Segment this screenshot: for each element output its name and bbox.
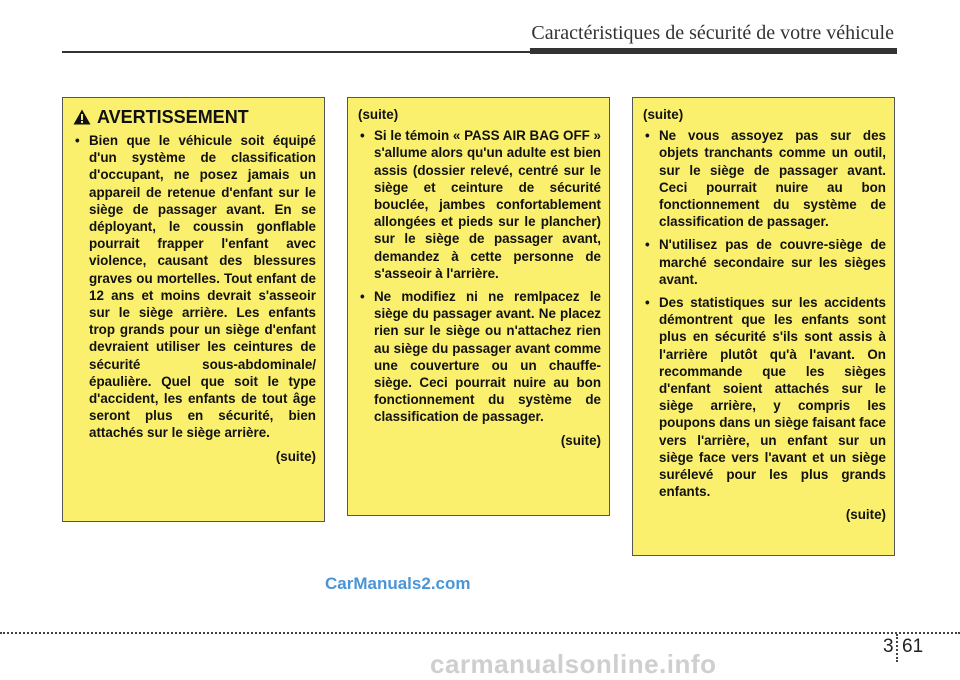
continued-label: (suite) xyxy=(643,107,684,122)
continued-label: (suite) xyxy=(358,107,399,122)
warning-box-continued-2 xyxy=(632,97,895,556)
warning-triangle-icon xyxy=(73,109,91,125)
warning-list xyxy=(358,127,601,425)
list-item: • Bien que le véhicule soit équipé d'un système de classification d'occupant, ne posez jamais un appareil de retenue d'enfant sur le siège de passager avant. En se déployant, le coussin gonflable pourrait frapper l'enfant avec violence, causant des blessures graves ou mortelles. Tout enfant de 12 ans et moins devrait s'asseoir sur le siège arrière. Les enfants trop grands pour un siège d'enfant devraient utiliser les ceintures de sécurité sous-abdominale/épaulière. Quel que soit le type d'accident, les enfants de tout âge seront plus en sécurité, bien attachés sur le siège arrière. xyxy=(73,132,316,442)
footer-rule xyxy=(0,632,960,634)
warning-list xyxy=(643,127,886,500)
warning-box-continued-1 xyxy=(347,97,610,516)
list-item: • Ne modifiez ni ne remlpacez le siège du passager avant. Ne placez rien sur le siège ou n'attachez rien au siège du passager avant comme une couverture ou un chauffe-siège. Ceci pourrait nuire au bon fonctionnement du système de classification de passager. xyxy=(358,288,601,426)
warning-heading xyxy=(73,106,316,128)
list-item: • Si le témoin « PASS AIR BAG OFF » s'allume alors qu'un adulte est bien assis (dossier relevé, centré sur le siège et ceinture de sécurité bouclée, jambes confortablement allongées et pieds sur le plancher) sur le siège de passager avant, demandez à cette personne de s'asseoir à l'arrière. xyxy=(358,127,601,282)
warning-box xyxy=(62,97,325,522)
continued-label: (suite) xyxy=(275,448,316,464)
site-watermark: carmanualsonline.info xyxy=(430,649,717,679)
chapter-number: 3 xyxy=(883,636,894,657)
continued-label: (suite) xyxy=(845,507,886,523)
warning-list xyxy=(73,132,316,442)
warning-title: AVERTISSEMENT xyxy=(97,107,249,127)
continued-label: (suite) xyxy=(560,432,601,448)
page-header-title: Caractéristiques de sécurité de votre véhicule xyxy=(531,22,894,44)
list-item: • Ne vous assoyez pas sur des objets tranchants comme un outil, sur le siège de passager avant. Ceci pourrait nuire au bon fonctionnement du système de classification de passager. xyxy=(643,127,886,230)
list-item: • N'utilisez pas de couvre-siège de marché secondaire sur les sièges avant. xyxy=(643,236,886,288)
header-rule-accent xyxy=(530,48,897,54)
page-number: 61 xyxy=(902,636,924,657)
page-number-separator xyxy=(896,634,898,662)
watermark-link[interactable]: CarManuals2.com xyxy=(325,574,471,593)
list-item: • Des statistiques sur les accidents démontrent que les enfants sont plus en sécurité s'ils sont assis à l'arrière plutôt qu'à l'avant. On recommande que les sièges d'enfant soient attachés sur le siège arrière, y compris les poupons dans un siège faisant face vers l'arrière, un enfant sur un siège face vers l'avant et un siège surélevé pour les plus grands enfants. xyxy=(643,294,886,500)
